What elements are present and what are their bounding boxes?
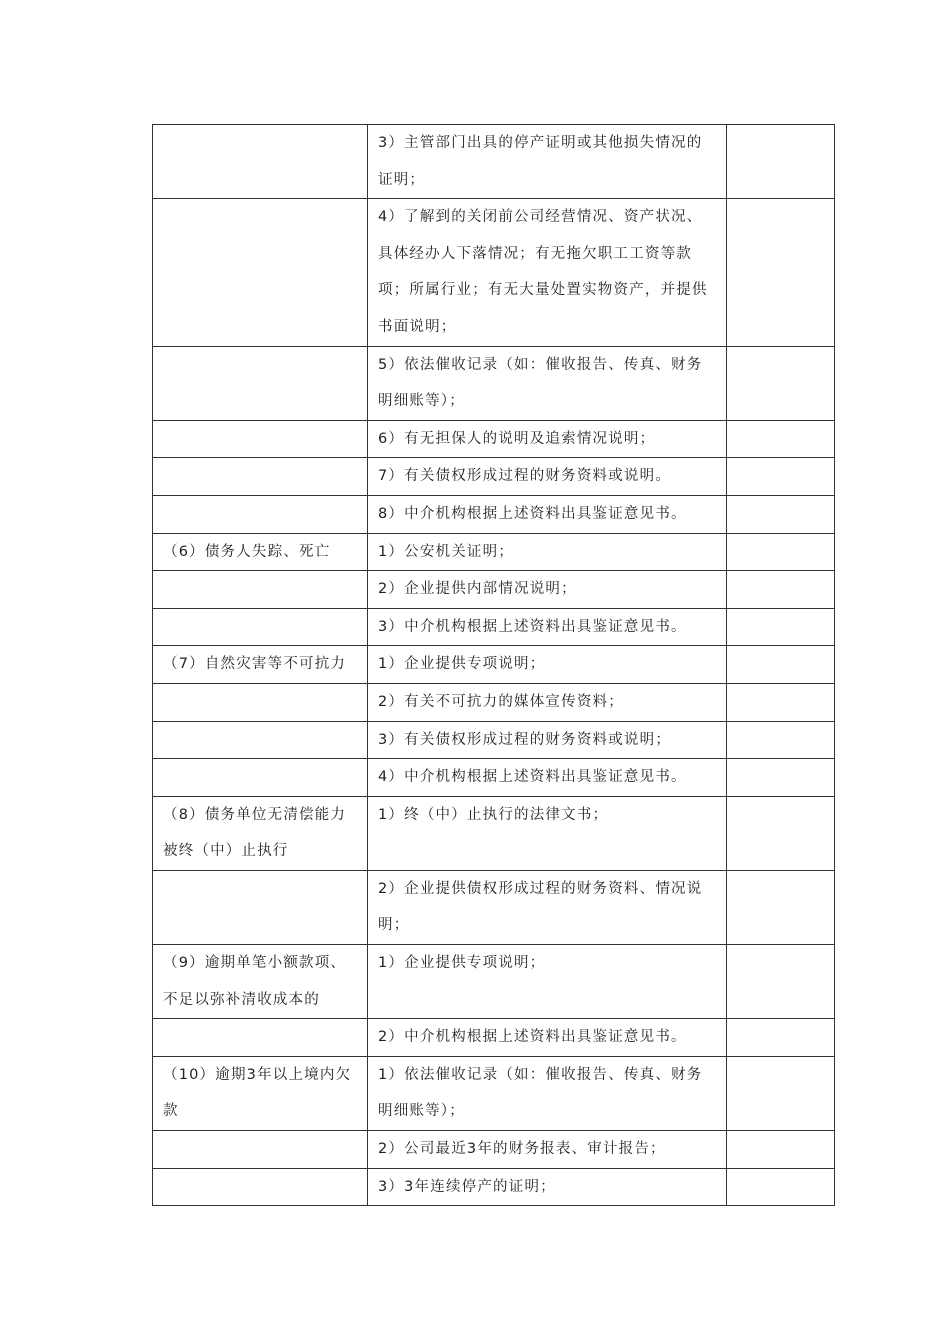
table-row	[153, 125, 835, 199]
category-cell	[153, 759, 368, 797]
category-cell	[153, 1131, 368, 1169]
category-cell	[153, 458, 368, 496]
category-cell	[153, 683, 368, 721]
note-cell	[727, 1168, 835, 1206]
requirement-cell: 1）企业提供专项说明；	[368, 646, 727, 684]
requirement-cell: 8）中介机构根据上述资料出具鉴证意见书。	[368, 495, 727, 533]
requirement-cell: 1）公安机关证明；	[368, 533, 727, 571]
table-row	[153, 1168, 835, 1206]
note-cell	[727, 346, 835, 420]
table-row	[153, 346, 835, 420]
table-row	[153, 533, 835, 571]
requirements-table	[152, 124, 835, 1206]
table-row	[153, 608, 835, 646]
requirement-cell: 4）中介机构根据上述资料出具鉴证意见书。	[368, 759, 727, 797]
category-cell	[153, 608, 368, 646]
table-row	[153, 199, 835, 346]
table-row	[153, 571, 835, 609]
note-cell	[727, 646, 835, 684]
note-cell	[727, 721, 835, 759]
category-cell	[153, 870, 368, 944]
category-cell	[153, 495, 368, 533]
category-cell	[153, 721, 368, 759]
note-cell	[727, 759, 835, 797]
table-row	[153, 1131, 835, 1169]
table-row	[153, 796, 835, 870]
note-cell	[727, 1131, 835, 1169]
table-body	[153, 125, 835, 1206]
note-cell	[727, 571, 835, 609]
note-cell	[727, 608, 835, 646]
note-cell	[727, 796, 835, 870]
category-cell	[153, 346, 368, 420]
table-row	[153, 945, 835, 1019]
note-cell	[727, 870, 835, 944]
category-cell: （6）债务人失踪、死亡	[153, 533, 368, 571]
requirement-cell: 3）主管部门出具的停产证明或其他损失情况的证明；	[368, 125, 727, 199]
table-row	[153, 458, 835, 496]
note-cell	[727, 458, 835, 496]
note-cell	[727, 495, 835, 533]
category-cell	[153, 420, 368, 458]
category-cell	[153, 125, 368, 199]
note-cell	[727, 1019, 835, 1057]
requirement-cell: 1）终（中）止执行的法律文书；	[368, 796, 727, 870]
requirement-cell: 5）依法催收记录（如：催收报告、传真、财务明细账等）；	[368, 346, 727, 420]
category-cell	[153, 199, 368, 346]
note-cell	[727, 945, 835, 1019]
category-cell: （8）债务单位无清偿能力被终（中）止执行	[153, 796, 368, 870]
category-cell: （9）逾期单笔小额款项、不足以弥补清收成本的	[153, 945, 368, 1019]
requirement-cell: 2）有关不可抗力的媒体宣传资料；	[368, 683, 727, 721]
requirement-cell: 7）有关债权形成过程的财务资料或说明。	[368, 458, 727, 496]
table-row	[153, 721, 835, 759]
requirement-cell: 2）公司最近3年的财务报表、审计报告；	[368, 1131, 727, 1169]
requirement-cell: 2）企业提供内部情况说明；	[368, 571, 727, 609]
table-row	[153, 420, 835, 458]
table-row	[153, 1056, 835, 1130]
note-cell	[727, 420, 835, 458]
table-row	[153, 1019, 835, 1057]
requirement-cell: 1）依法催收记录（如：催收报告、传真、财务明细账等）；	[368, 1056, 727, 1130]
table-row	[153, 495, 835, 533]
requirement-cell: 6）有无担保人的说明及追索情况说明；	[368, 420, 727, 458]
requirement-cell: 4）了解到的关闭前公司经营情况、资产状况、具体经办人下落情况；有无拖欠职工工资等款项；所属行业；有无大量处置实物资产，并提供书面说明；	[368, 199, 727, 346]
note-cell	[727, 533, 835, 571]
requirement-cell: 3）中介机构根据上述资料出具鉴证意见书。	[368, 608, 727, 646]
category-cell: （7）自然灾害等不可抗力	[153, 646, 368, 684]
table-row	[153, 870, 835, 944]
category-cell	[153, 1168, 368, 1206]
requirement-cell: 1）企业提供专项说明；	[368, 945, 727, 1019]
note-cell	[727, 683, 835, 721]
table-row	[153, 759, 835, 797]
note-cell	[727, 1056, 835, 1130]
requirement-cell: 2）企业提供债权形成过程的财务资料、情况说明；	[368, 870, 727, 944]
note-cell	[727, 125, 835, 199]
category-cell: （10）逾期3年以上境内欠款	[153, 1056, 368, 1130]
requirement-cell: 3）有关债权形成过程的财务资料或说明；	[368, 721, 727, 759]
category-cell	[153, 1019, 368, 1057]
note-cell	[727, 199, 835, 346]
table-row	[153, 646, 835, 684]
requirement-cell: 3）3年连续停产的证明；	[368, 1168, 727, 1206]
table-row	[153, 683, 835, 721]
category-cell	[153, 571, 368, 609]
requirement-cell: 2）中介机构根据上述资料出具鉴证意见书。	[368, 1019, 727, 1057]
